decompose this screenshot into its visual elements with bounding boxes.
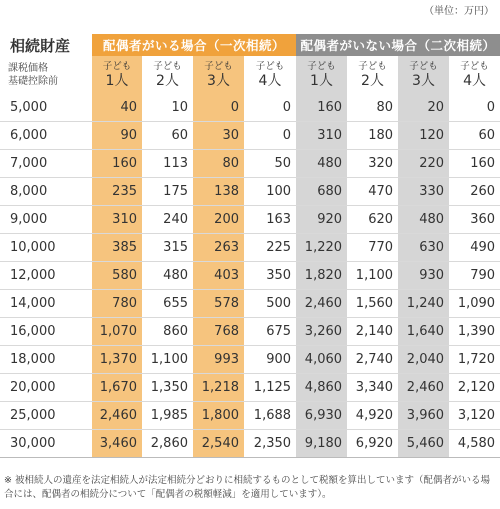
tax-cell-with-1: 90	[92, 122, 142, 150]
tax-cell-with-1: 235	[92, 178, 142, 206]
tax-cell-with-4: 675	[244, 318, 296, 346]
table-row	[0, 346, 500, 374]
tax-cell-with-3: 2,540	[193, 430, 244, 458]
tax-cell-with-1: 1,370	[92, 346, 142, 374]
estate-value: 5,000	[0, 94, 92, 122]
tax-cell-with-4: 1,125	[244, 374, 296, 402]
tax-cell-with-1: 1,070	[92, 318, 142, 346]
child-header-with-3	[193, 56, 244, 94]
tax-cell-without-3: 220	[398, 150, 449, 178]
child-header-prefix: 子ども	[255, 61, 285, 73]
tax-cell-with-1: 40	[92, 94, 142, 122]
inheritance-tax-table	[0, 34, 500, 458]
tax-cell-without-3: 2,040	[398, 346, 449, 374]
tax-cell-with-4: 350	[244, 262, 296, 290]
tax-cell-with-4: 0	[244, 122, 296, 150]
tax-cell-without-4: 1,390	[449, 318, 500, 346]
child-header-count: 3人	[412, 72, 435, 89]
tax-cell-without-3: 20	[398, 94, 449, 122]
estate-value: 12,000	[0, 262, 92, 290]
tax-cell-with-4: 2,350	[244, 430, 296, 458]
title-cell	[0, 34, 92, 56]
tax-cell-without-1: 3,260	[296, 318, 347, 346]
child-header-prefix: 子ども	[102, 61, 132, 73]
tax-cell-with-1: 2,460	[92, 402, 142, 430]
tax-cell-with-2: 113	[142, 150, 193, 178]
child-header-count: 2人	[361, 72, 384, 89]
estate-value: 20,000	[0, 374, 92, 402]
tax-cell-with-2: 1,350	[142, 374, 193, 402]
child-header-count: 1人	[105, 72, 129, 89]
child-header-without-1	[296, 56, 347, 94]
tax-cell-without-2: 620	[347, 206, 398, 234]
tax-cell-without-2: 770	[347, 234, 398, 262]
tax-cell-with-2: 655	[142, 290, 193, 318]
child-header-count: 1人	[310, 72, 333, 89]
tax-cell-without-2: 180	[347, 122, 398, 150]
tax-cell-without-3: 930	[398, 262, 449, 290]
footnote: ※ 被相続人の遺産を法定相続人が法定相続分どおりに相続するものとして税額を算出しています（配偶者がいる場合には、配偶者の相続分について「配偶者の税額軽減」を適用しています）。	[4, 475, 490, 500]
tax-cell-with-2: 1,985	[142, 402, 193, 430]
tax-cell-without-2: 2,140	[347, 318, 398, 346]
table-row	[0, 430, 500, 458]
tax-cell-with-2: 1,100	[142, 346, 193, 374]
tax-cell-without-3: 630	[398, 234, 449, 262]
tax-cell-with-4: 163	[244, 206, 296, 234]
tax-cell-with-1: 160	[92, 150, 142, 178]
child-header-prefix: 子ども	[358, 61, 387, 73]
tax-cell-with-3: 768	[193, 318, 244, 346]
tax-cell-without-1: 2,460	[296, 290, 347, 318]
tax-cell-with-4: 0	[244, 94, 296, 122]
tax-cell-with-3: 1,218	[193, 374, 244, 402]
tax-cell-without-4: 1,090	[449, 290, 500, 318]
tax-cell-without-1: 6,930	[296, 402, 347, 430]
tax-cell-with-3: 0	[193, 94, 244, 122]
tax-cell-without-3: 3,960	[398, 402, 449, 430]
table-row	[0, 178, 500, 206]
tax-cell-with-1: 780	[92, 290, 142, 318]
tax-cell-without-4: 160	[449, 150, 500, 178]
child-header-prefix: 子ども	[153, 61, 182, 73]
child-header-prefix: 子ども	[409, 61, 438, 73]
tax-cell-with-4: 900	[244, 346, 296, 374]
tax-cell-without-2: 320	[347, 150, 398, 178]
tax-cell-without-2: 2,740	[347, 346, 398, 374]
table-body	[0, 94, 500, 458]
child-header-count: 4人	[463, 72, 486, 89]
tax-cell-with-3: 993	[193, 346, 244, 374]
estate-value: 18,000	[0, 346, 92, 374]
tax-cell-with-3: 578	[193, 290, 244, 318]
tax-cell-with-2: 480	[142, 262, 193, 290]
group-header-with-spouse: 配偶者がいる場合（一次相続）	[92, 34, 296, 56]
table-row	[0, 290, 500, 318]
tax-cell-without-2: 6,920	[347, 430, 398, 458]
tax-cell-without-3: 120	[398, 122, 449, 150]
child-header-with-2	[142, 56, 193, 94]
tax-cell-without-2: 1,560	[347, 290, 398, 318]
subtitle-line1: 課税価格	[8, 63, 48, 74]
table-row	[0, 402, 500, 430]
tax-cell-with-2: 240	[142, 206, 193, 234]
tax-cell-with-3: 80	[193, 150, 244, 178]
tax-cell-without-1: 9,180	[296, 430, 347, 458]
child-header-prefix: 子ども	[307, 61, 336, 73]
child-header-with-4	[244, 56, 296, 94]
tax-cell-with-2: 860	[142, 318, 193, 346]
tax-cell-without-3: 2,460	[398, 374, 449, 402]
tax-cell-without-4: 490	[449, 234, 500, 262]
tax-cell-without-3: 480	[398, 206, 449, 234]
tax-cell-without-4: 4,580	[449, 430, 500, 458]
table-row	[0, 318, 500, 346]
tax-cell-without-2: 80	[347, 94, 398, 122]
table-row	[0, 262, 500, 290]
tax-cell-without-1: 920	[296, 206, 347, 234]
unit-label: （単位：万円）	[424, 6, 494, 17]
tax-cell-with-3: 200	[193, 206, 244, 234]
tax-cell-with-1: 1,670	[92, 374, 142, 402]
estate-value: 25,000	[0, 402, 92, 430]
tax-cell-with-4: 1,688	[244, 402, 296, 430]
table-row	[0, 94, 500, 122]
tax-cell-without-1: 4,060	[296, 346, 347, 374]
estate-value: 14,000	[0, 290, 92, 318]
tax-cell-without-2: 1,100	[347, 262, 398, 290]
estate-subtitle	[0, 56, 92, 94]
child-header-count: 4人	[258, 72, 282, 89]
tax-cell-without-1: 160	[296, 94, 347, 122]
tax-cell-with-2: 175	[142, 178, 193, 206]
tax-cell-without-2: 4,920	[347, 402, 398, 430]
tax-cell-with-3: 138	[193, 178, 244, 206]
tax-cell-with-2: 315	[142, 234, 193, 262]
tax-cell-with-1: 3,460	[92, 430, 142, 458]
tax-cell-without-3: 1,240	[398, 290, 449, 318]
tax-cell-with-3: 263	[193, 234, 244, 262]
tax-cell-with-4: 50	[244, 150, 296, 178]
tax-cell-without-1: 1,820	[296, 262, 347, 290]
estate-value: 7,000	[0, 150, 92, 178]
tax-cell-without-1: 310	[296, 122, 347, 150]
tax-cell-without-4: 60	[449, 122, 500, 150]
child-header-count: 2人	[156, 72, 179, 89]
estate-value: 8,000	[0, 178, 92, 206]
estate-value: 9,000	[0, 206, 92, 234]
child-header-prefix: 子ども	[460, 61, 489, 73]
tax-cell-with-4: 225	[244, 234, 296, 262]
tax-cell-with-4: 100	[244, 178, 296, 206]
table-row	[0, 234, 500, 262]
estate-value: 10,000	[0, 234, 92, 262]
estate-value: 16,000	[0, 318, 92, 346]
tax-cell-without-1: 4,860	[296, 374, 347, 402]
tax-cell-without-4: 3,120	[449, 402, 500, 430]
tax-cell-with-1: 385	[92, 234, 142, 262]
tax-cell-with-3: 1,800	[193, 402, 244, 430]
group-header-without-spouse: 配偶者がいない場合（二次相続）	[296, 34, 500, 56]
table-row	[0, 206, 500, 234]
table-row	[0, 150, 500, 178]
tax-cell-without-4: 2,120	[449, 374, 500, 402]
child-header-without-4	[449, 56, 500, 94]
tax-cell-without-2: 3,340	[347, 374, 398, 402]
tax-cell-without-1: 480	[296, 150, 347, 178]
tax-cell-without-1: 1,220	[296, 234, 347, 262]
tax-cell-without-3: 5,460	[398, 430, 449, 458]
child-header-without-2	[347, 56, 398, 94]
table-row	[0, 122, 500, 150]
tax-cell-without-4: 260	[449, 178, 500, 206]
tax-cell-with-2: 10	[142, 94, 193, 122]
table-title: 相続財産	[10, 36, 71, 55]
estate-value: 30,000	[0, 430, 92, 458]
table-row	[0, 374, 500, 402]
child-header-prefix: 子ども	[204, 61, 233, 73]
tax-cell-with-3: 403	[193, 262, 244, 290]
tax-cell-without-4: 360	[449, 206, 500, 234]
tax-cell-with-1: 310	[92, 206, 142, 234]
tax-cell-without-4: 0	[449, 94, 500, 122]
child-header-count: 3人	[207, 72, 230, 89]
tax-cell-without-3: 330	[398, 178, 449, 206]
estate-value: 6,000	[0, 122, 92, 150]
tax-cell-with-2: 60	[142, 122, 193, 150]
tax-cell-without-3: 1,640	[398, 318, 449, 346]
tax-cell-without-4: 790	[449, 262, 500, 290]
tax-cell-with-1: 580	[92, 262, 142, 290]
tax-cell-with-3: 30	[193, 122, 244, 150]
tax-cell-without-1: 680	[296, 178, 347, 206]
child-header-with-1	[92, 56, 142, 94]
child-header-without-3	[398, 56, 449, 94]
tax-cell-with-2: 2,860	[142, 430, 193, 458]
tax-cell-without-4: 1,720	[449, 346, 500, 374]
tax-cell-without-2: 470	[347, 178, 398, 206]
tax-cell-with-4: 500	[244, 290, 296, 318]
subtitle-line2: 基礎控除前	[8, 76, 58, 87]
